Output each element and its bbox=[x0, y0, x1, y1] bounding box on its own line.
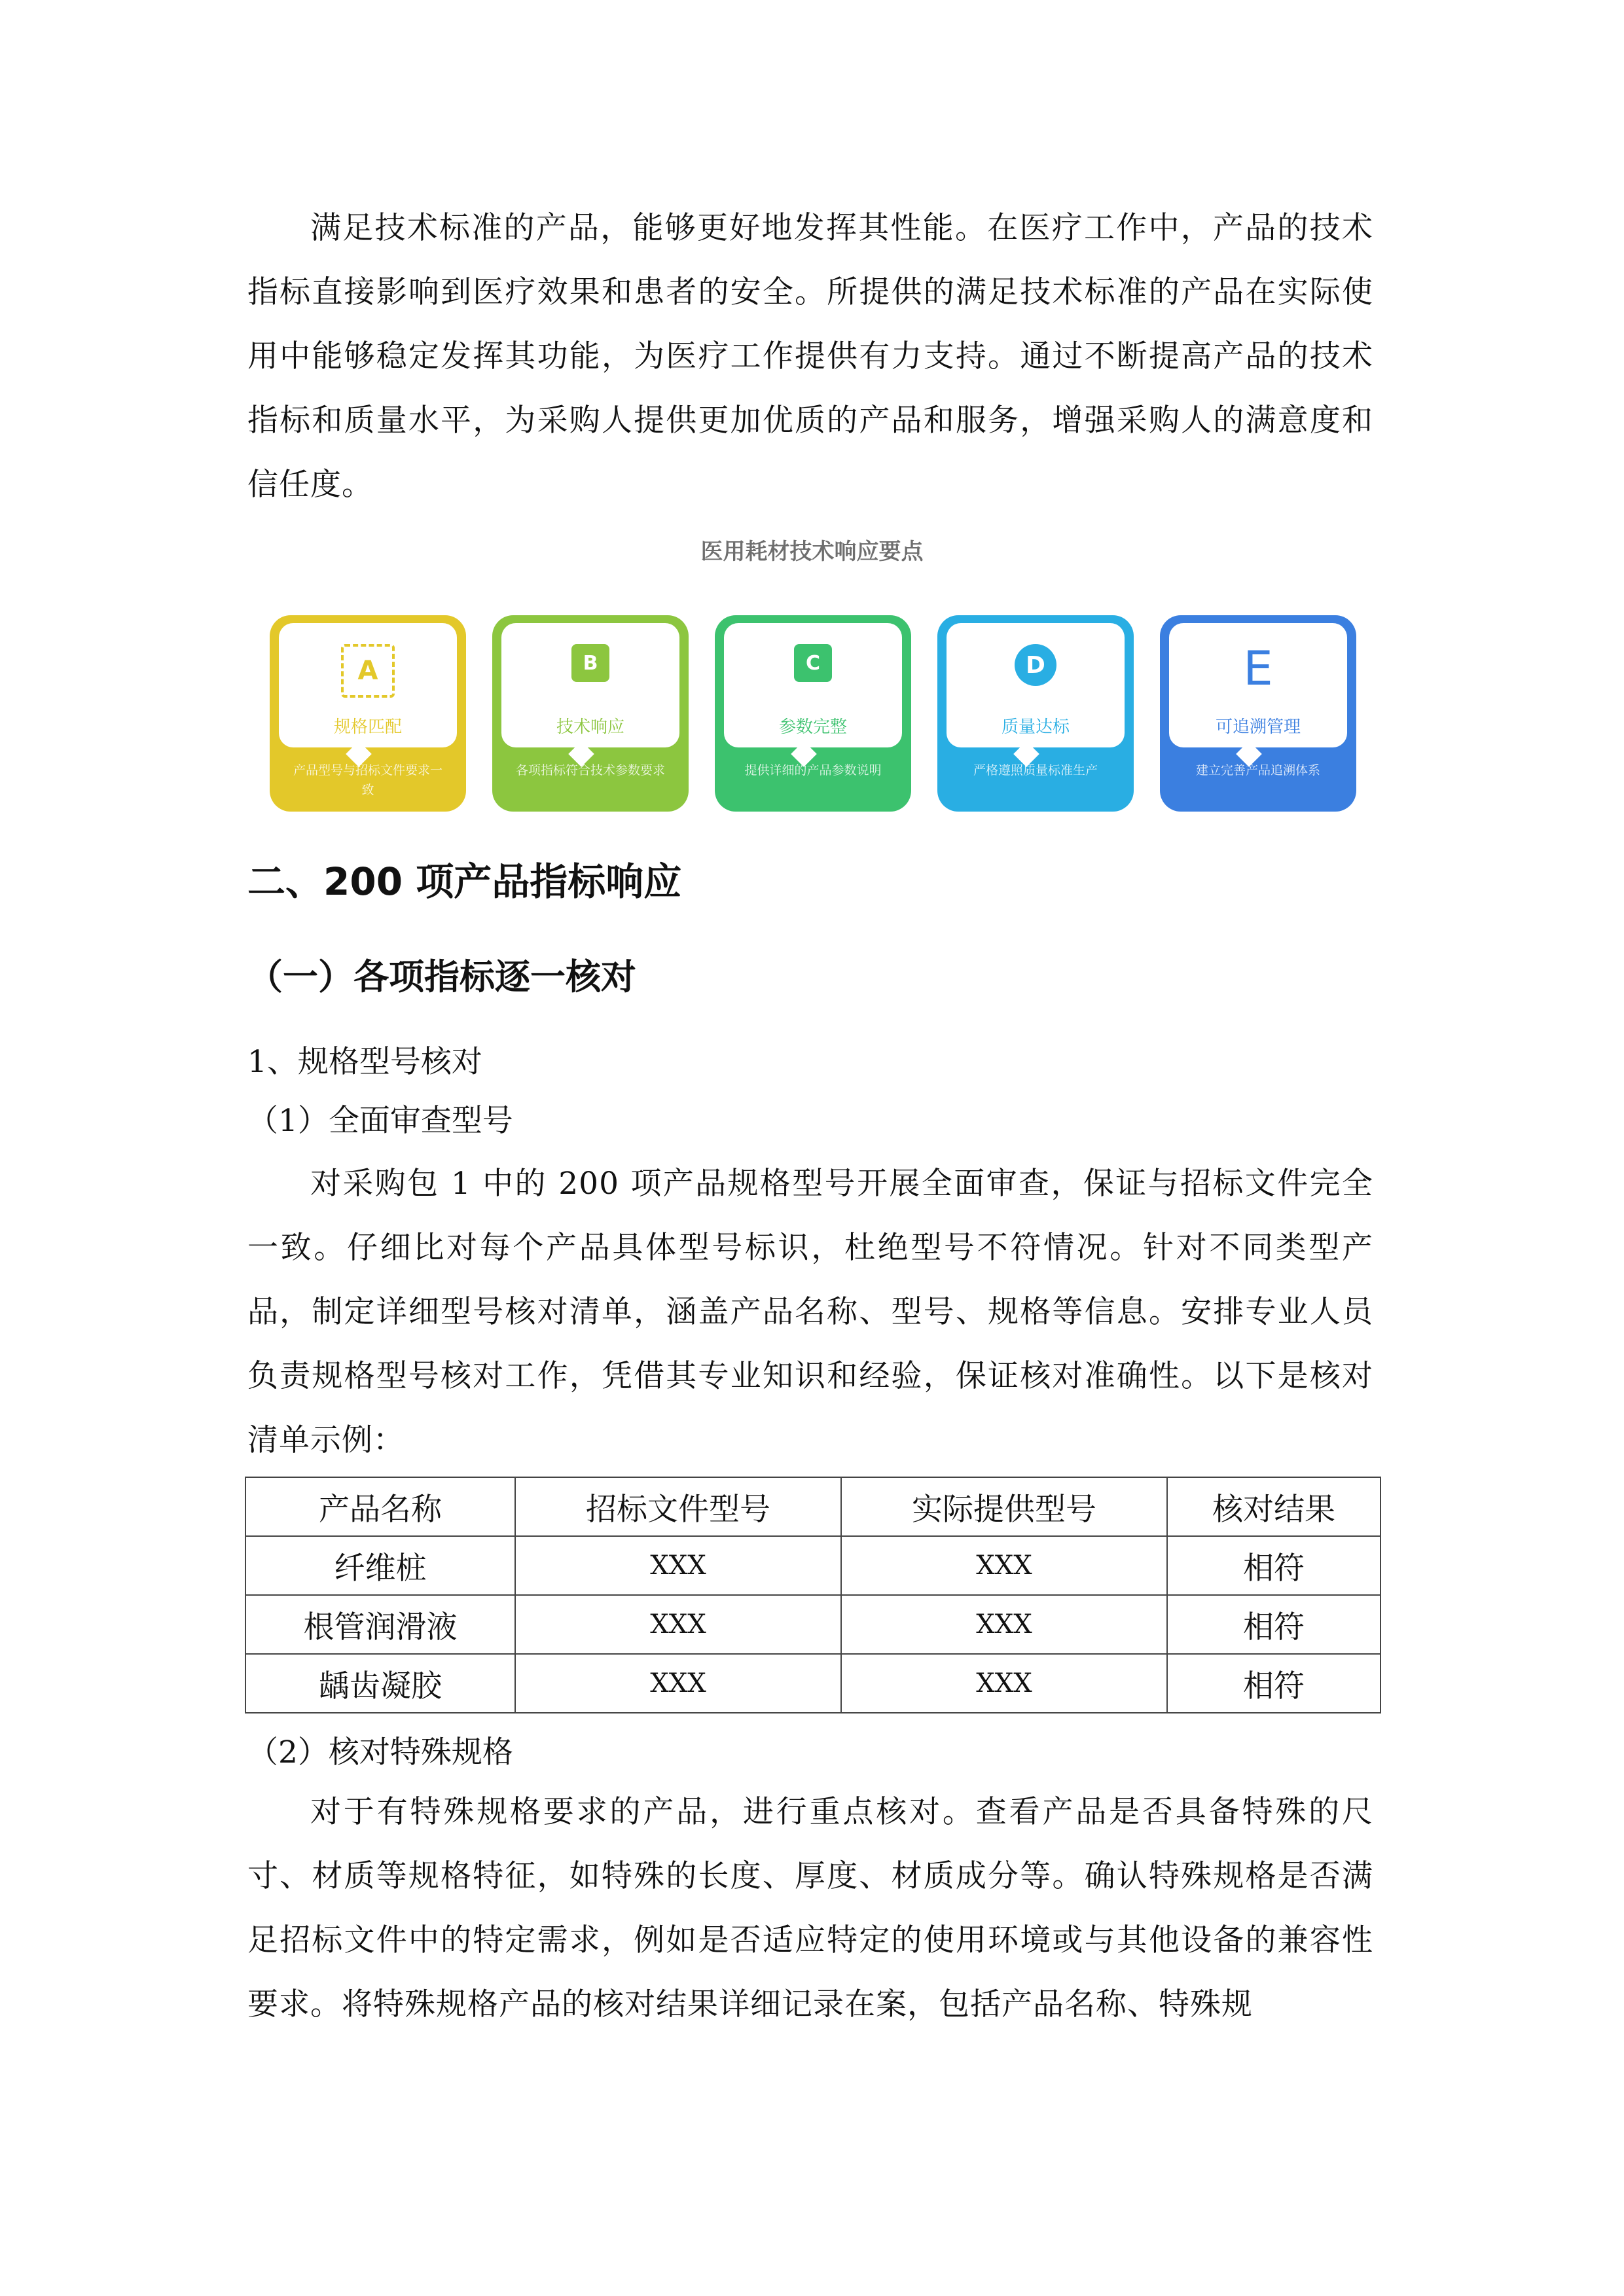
sub-item-heading-1: （1）全面审查型号 bbox=[247, 1103, 513, 1139]
table-header-cell: 核对结果 bbox=[1167, 1477, 1380, 1536]
diagram-card bbox=[492, 615, 689, 812]
table-row bbox=[245, 1595, 1380, 1654]
card-description: 严格遵照质量标准生产 bbox=[973, 763, 1098, 778]
diagram-title: 医用耗材技术响应要点 bbox=[700, 539, 924, 565]
table-cell: XXX bbox=[841, 1595, 1167, 1654]
subsection-heading: （一）各项指标逐一核对 bbox=[247, 956, 636, 997]
card-label: 规格匹配 bbox=[333, 717, 402, 737]
intro-paragraph: 满足技术标准的产品，能够更好地发挥其性能。在医疗工作中，产品的技术指标直接影响到医疗效果和患者的安全。所提供的满足技术标准的产品在实际使用中能够稳定发挥其功能，为医疗工作提供有力支持。通过不断提高产品的技术指标和质量水平，为采购人提供更加优质的产品和服务，增强采购人的满意度和信任度。 bbox=[247, 210, 1373, 503]
letter-e-icon: E bbox=[1243, 641, 1273, 696]
item-heading: 1、规格型号核对 bbox=[247, 1044, 482, 1080]
card-label: 质量达标 bbox=[1001, 717, 1070, 737]
card-label: 可追溯管理 bbox=[1215, 717, 1301, 737]
card-label: 参数完整 bbox=[778, 717, 847, 737]
card-label: 技术响应 bbox=[556, 717, 624, 737]
section-heading: 二、200 项产品指标响应 bbox=[247, 859, 682, 904]
card-panel bbox=[724, 623, 902, 747]
card-description: 各项指标符合技术参数要求 bbox=[515, 763, 665, 778]
diagram-card bbox=[1160, 615, 1356, 812]
table-cell: 龋齿凝胶 bbox=[245, 1654, 515, 1713]
table-header-cell: 招标文件型号 bbox=[515, 1477, 841, 1536]
card-description: 提供详细的产品参数说明 bbox=[744, 763, 882, 778]
table-header-cell: 产品名称 bbox=[245, 1477, 515, 1536]
letter-c-square-icon: C bbox=[794, 644, 832, 682]
letter-d-circle-icon: D bbox=[1015, 644, 1056, 686]
table-row bbox=[245, 1654, 1380, 1713]
table-cell: XXX bbox=[841, 1536, 1167, 1595]
table-cell: 相符 bbox=[1167, 1536, 1380, 1595]
table-header-cell: 实际提供型号 bbox=[841, 1477, 1167, 1536]
diagram-card bbox=[270, 615, 466, 812]
table-cell: XXX bbox=[841, 1654, 1167, 1713]
table-cell: 根管润滑液 bbox=[245, 1595, 515, 1654]
card-panel bbox=[279, 623, 457, 747]
letter-b-square-icon: B bbox=[571, 644, 609, 682]
review-paragraph: 对采购包 1 中的 200 项产品规格型号开展全面审查，保证与招标文件完全一致。仔细比对每个产品具体型号标识，杜绝型号不符情况。针对不同类型产品，制定详细型号核对清单，涵盖产品名称、型号、规格等信息。安排专业人员负责规格型号核对工作，凭借其专业知识和经验，保证核对准确性。以下是核对清单示例： bbox=[247, 1166, 1373, 1458]
card-panel bbox=[947, 623, 1125, 747]
table-cell: 相符 bbox=[1167, 1595, 1380, 1654]
diagram-card bbox=[715, 615, 911, 812]
table-cell: XXX bbox=[515, 1595, 841, 1654]
special-spec-paragraph: 对于有特殊规格要求的产品，进行重点核对。查看产品是否具备特殊的尺寸、材质等规格特征，如特殊的长度、厚度、材质成分等。确认特殊规格是否满足招标文件中的特定需求，例如是否适应特定的使用环境或与其他设备的兼容性要求。将特殊规格产品的核对结果详细记录在案，包括产品名称、特殊规 bbox=[247, 1794, 1373, 2022]
table-row bbox=[245, 1536, 1380, 1595]
card-description: 产品型号与招标文件要求一致 bbox=[293, 763, 442, 797]
spec-check-table bbox=[245, 1477, 1381, 1713]
diagram-card bbox=[937, 615, 1134, 812]
table-cell: 纤维桩 bbox=[245, 1536, 515, 1595]
table-cell: 相符 bbox=[1167, 1654, 1380, 1713]
sub-item-heading-2: （2）核对特殊规格 bbox=[247, 1734, 513, 1770]
card-panel bbox=[501, 623, 679, 747]
table-cell: XXX bbox=[515, 1654, 841, 1713]
card-panel bbox=[1169, 623, 1347, 747]
letter-a-frame-icon: A bbox=[341, 644, 395, 698]
table-cell: XXX bbox=[515, 1536, 841, 1595]
table-header-row bbox=[245, 1477, 1380, 1536]
card-description: 建立完善产品追溯体系 bbox=[1195, 763, 1320, 778]
